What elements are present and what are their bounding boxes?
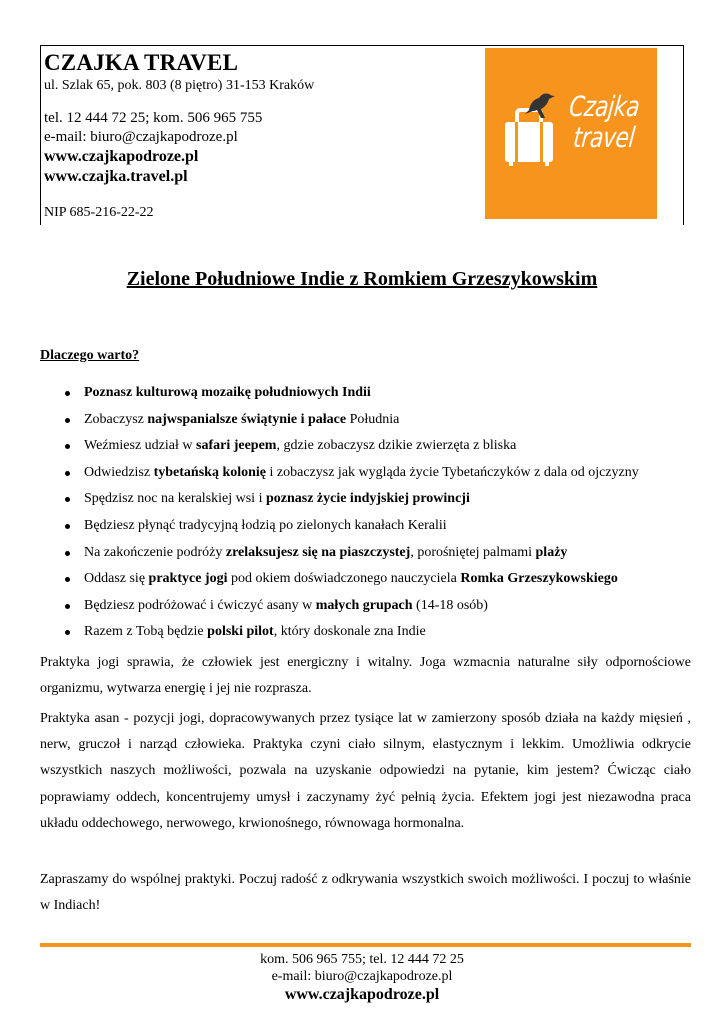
footer-divider bbox=[40, 943, 691, 947]
logo-text-czajka: Czajka bbox=[567, 90, 642, 123]
bullet-text: Spędzisz noc na keralskiej wsi i bbox=[84, 491, 266, 507]
list-item bbox=[40, 407, 690, 434]
bullet-text-bold: tybetańską kolonię bbox=[153, 464, 267, 480]
logo-text-travel: travel bbox=[571, 121, 637, 154]
bullet-text-bold: safari jeepem bbox=[196, 438, 277, 454]
company-logo bbox=[485, 48, 657, 219]
company-nip: NIP 685-216-22-22 bbox=[44, 205, 154, 220]
company-address: ul. Szlak 65, pok. 803 (8 piętro) 31-153 Kraków bbox=[44, 78, 315, 93]
bullet-dot-icon bbox=[65, 604, 70, 609]
bullet-text-bold: polski pilot bbox=[207, 624, 274, 640]
list-item bbox=[40, 513, 690, 540]
paragraph-asana: Praktyka asan - pozycji jogi, dopracowywanych przez tysiące lat w zamierzony sposób działa na każdy mięsień , nerw, gruczoł i narząd człowieka. Praktyka czyni ciało silnym, elastycznym i lekkim. Umożliwia odkrycie wszystkich naszych możliwości, pozwala na uzyskanie odpowiedzi na pytanie, kim jestem? Ćwicząc ciało poprawiamy oddech, koncentrujemy umysł i zaczynamy żyć pełnią życia. Efektem jogi jest niezawodna praca układu oddechowego, nerwowego, krwionośnego, równowaga hormonalna. bbox=[40, 711, 691, 831]
bullet-text-bold: małych grupach bbox=[315, 597, 413, 613]
company-name: CZAJKA TRAVEL bbox=[44, 50, 239, 75]
bullet-text: Na zakończenie podróży bbox=[84, 544, 226, 560]
bullet-dot-icon bbox=[65, 551, 70, 556]
paragraph-yoga-intro: Praktyka jogi sprawia, że człowiek jest energiczny i witalny. Joga wzmacnia naturalne siły odpornościowe organizmu, wytwarza energię i jej nie rozprasza. bbox=[40, 655, 691, 697]
bullet-text-bold: plaży bbox=[535, 544, 568, 560]
bullet-text-bold: najwspanialsze świątynie i pałace bbox=[147, 411, 347, 427]
bullet-text: , porośniętej palmami bbox=[410, 544, 536, 560]
list-item bbox=[40, 380, 690, 407]
bullet-dot-icon bbox=[65, 444, 70, 449]
footer-phones: kom. 506 965 755; tel. 12 444 72 25 bbox=[260, 952, 464, 967]
company-website-1: www.czajkapodroze.pl bbox=[44, 148, 199, 165]
paragraph-invitation: Zapraszamy do wspólnej praktyki. Poczuj radość z odkrywania wszystkich swoich możliwości. I poczuj to właśnie w Indiach! bbox=[40, 872, 691, 914]
bullet-text-bold: Romka Grzeszykowskiego bbox=[460, 571, 618, 587]
bullet-text: Będziesz podróżować i ćwiczyć asany w bbox=[84, 597, 316, 613]
list-item bbox=[40, 486, 690, 513]
list-item bbox=[40, 593, 690, 620]
bullet-dot-icon bbox=[65, 630, 70, 635]
bullet-text-bold: zrelaksujesz się na piaszczystej bbox=[225, 544, 411, 560]
list-item bbox=[40, 460, 690, 487]
bullet-text-bold: poznasz życie indyjskiej prowincji bbox=[265, 491, 470, 507]
bullet-text: (14-18 osób) bbox=[412, 597, 488, 613]
company-phone: tel. 12 444 72 25; kom. 506 965 755 bbox=[44, 110, 263, 126]
list-item bbox=[40, 433, 690, 460]
bullet-text: pod okiem doświadczonego nauczyciela bbox=[227, 571, 461, 587]
footer-website: www.czajkapodroze.pl bbox=[284, 986, 440, 1003]
bullet-text: Będziesz płynąć tradycyjną łodzią po zielonych kanałach Keralii bbox=[84, 517, 447, 533]
bullet-text-bold: Poznasz kulturową mozaikę południowych Indii bbox=[84, 385, 371, 400]
list-item bbox=[40, 619, 690, 646]
list-item bbox=[40, 540, 690, 567]
bullet-text: , który doskonale zna Indie bbox=[273, 624, 426, 640]
page-title: Zielone Południowe Indie z Romkiem Grzeszykowskim bbox=[126, 268, 598, 290]
bullet-dot-icon bbox=[65, 577, 70, 582]
bullet-text: i zobaczysz jak wygląda życie Tybetańczyków z dala od ojczyzny bbox=[266, 464, 639, 480]
bullet-dot-icon bbox=[65, 418, 70, 423]
company-website-2: www.czajka.travel.pl bbox=[44, 168, 188, 185]
bullet-text: Zobaczysz bbox=[84, 411, 148, 427]
bullet-text: Południa bbox=[346, 411, 400, 427]
letterhead bbox=[40, 45, 684, 225]
bullet-text: Odwiedzisz bbox=[84, 464, 154, 480]
bullet-text: Weźmiesz udział w bbox=[84, 438, 196, 454]
bullet-dot-icon bbox=[65, 471, 70, 476]
bullet-dot-icon bbox=[65, 497, 70, 502]
list-item bbox=[40, 566, 690, 593]
section-heading: Dlaczego warto? bbox=[40, 348, 140, 363]
bullet-dot-icon bbox=[65, 524, 70, 529]
bullet-list bbox=[40, 380, 690, 646]
bullet-text: Razem z Tobą będzie bbox=[84, 624, 208, 640]
company-email: e-mail: biuro@czajkapodroze.pl bbox=[44, 129, 238, 145]
footer-email: e-mail: biuro@czajkapodroze.pl bbox=[271, 969, 453, 984]
bullet-text: Oddasz się bbox=[84, 571, 149, 587]
bullet-dot-icon bbox=[65, 391, 70, 396]
bullet-text-bold: praktyce jogi bbox=[148, 571, 228, 587]
bullet-text: , gdzie zobaczysz dzikie zwierzęta z bliska bbox=[276, 438, 517, 454]
